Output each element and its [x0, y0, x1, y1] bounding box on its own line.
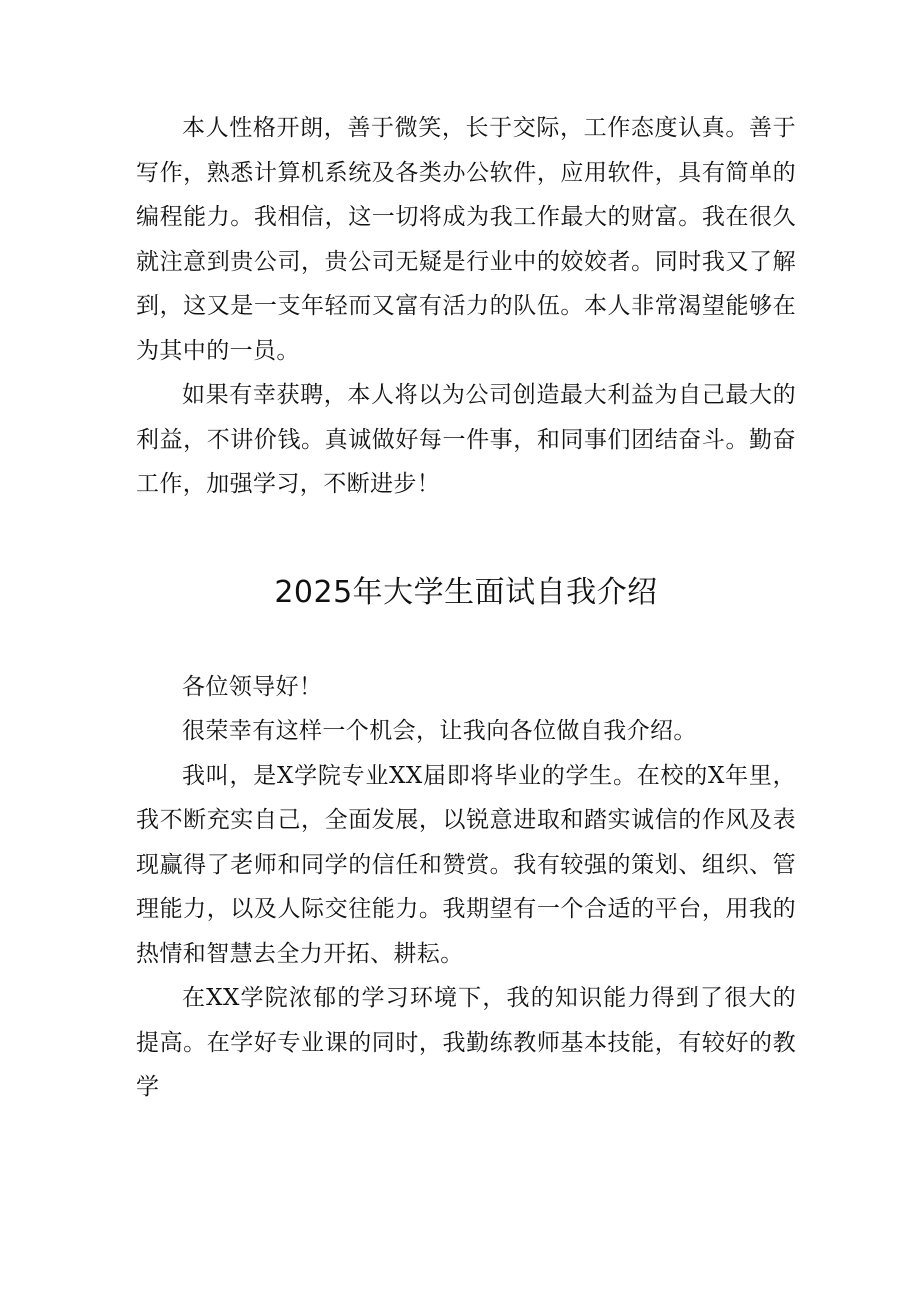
paragraph-personality: 本人性格开朗，善于微笑，长于交际，工作态度认真。善于写作，熟悉计算机系统及各类办公软件，应用软件，具有简单的编程能力。我相信，这一切将成为我工作最大的财富。我在很久就注意到贵公司，贵公司无疑是行业中的姣姣者。同时我又了解到，这又是一支年轻而又富有活力的队伍。本人非常渴望能够在为其中的一员。 [136, 115, 796, 364]
paragraph-learning: 在XX学院浓郁的学习环境下，我的知识能力得到了很大的提高。在学好专业课的同时，我勤练教师基本技能，有较好的教学 [136, 985, 796, 1100]
paragraph-greeting: 各位领导好！ [182, 673, 323, 700]
paragraph-background: 我叫，是X学院专业XX届即将毕业的学生。在校的X年里，我不断充实自己，全面发展，以锐意进取和踏实诚信的作风及表现赢得了老师和同学的信任和赞赏。我有较强的策划、组织、管理能力，以及人际交往能力。我期望有一个合适的平台，用我的热情和智慧去全力开拓、耕耘。 [136, 762, 796, 967]
paragraph-commitment: 如果有幸获聘，本人将以为公司创造最大利益为自己最大的利益，不讲价钱。真诚做好每一件事，和同事们团结奋斗。勤奋工作，加强学习，不断进步！ [136, 382, 796, 497]
paragraph-intro: 很荣幸有这样一个机会，让我向各位做自我介绍。 [182, 718, 697, 744]
document-body [136, 106, 796, 1110]
document-title: 2025年大学生面试自我介绍 [274, 574, 658, 610]
